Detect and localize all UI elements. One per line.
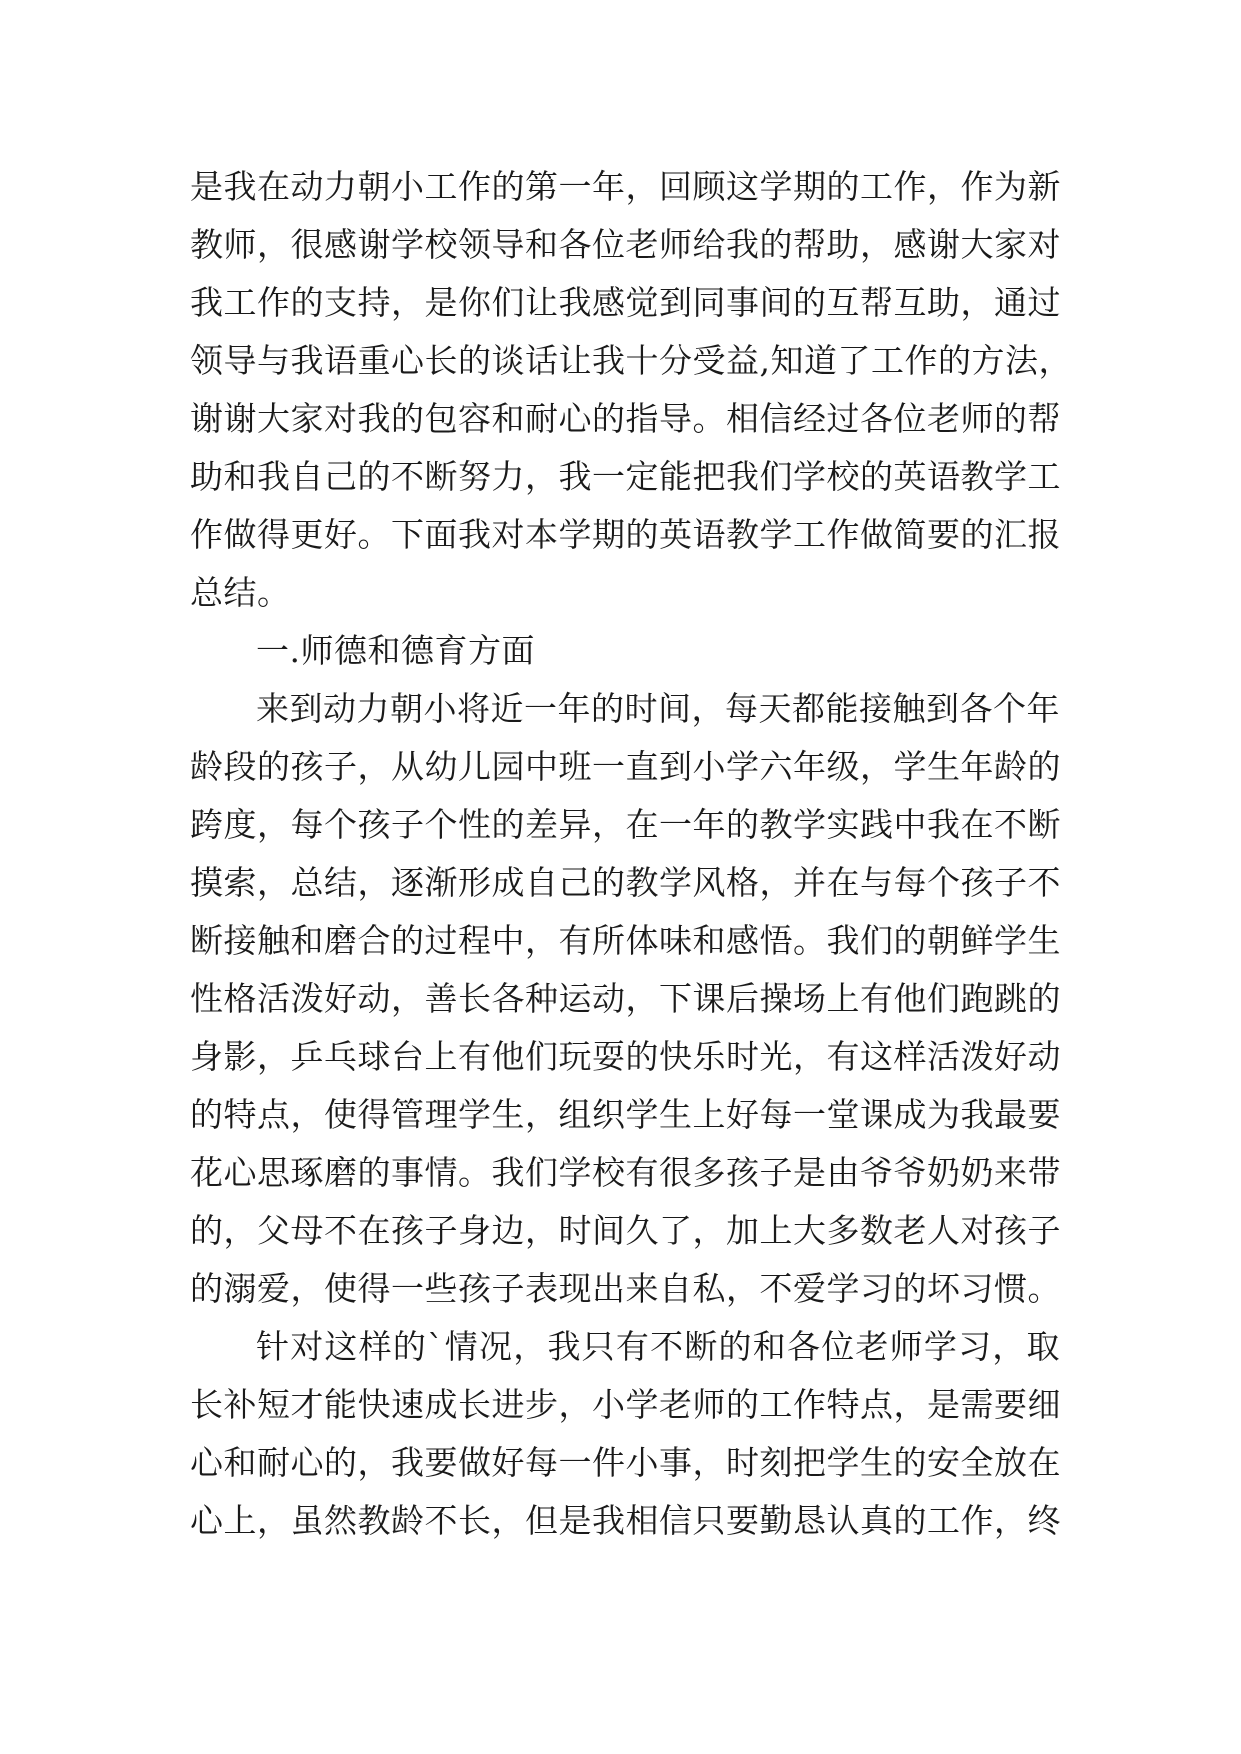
text-line: 摸索，总结，逐渐形成自己的教学风格，并在与每个孩子不 bbox=[190, 863, 1061, 902]
text-line: 总结。 bbox=[190, 573, 291, 612]
text-line: 的，父母不在孩子身边，时间久了，加上大多数老人对孩子 bbox=[190, 1211, 1061, 1250]
text-line: 谢谢大家对我的包容和耐心的指导。相信经过各位老师的帮 bbox=[190, 399, 1061, 438]
text-line: 龄段的孩子，从幼儿园中班一直到小学六年级，学生年龄的 bbox=[190, 747, 1061, 786]
text-line: 长补短才能快速成长进步，小学老师的工作特点，是需要细 bbox=[190, 1385, 1061, 1424]
text-line: 是我在动力朝小工作的第一年，回顾这学期的工作，作为新 bbox=[190, 167, 1061, 206]
paragraph-learning bbox=[190, 1318, 1060, 1550]
paragraph-intro bbox=[190, 158, 1072, 622]
paragraph-teacher-ethics bbox=[190, 680, 1060, 1318]
text-line: 身影，乒乓球台上有他们玩耍的快乐时光，有这样活泼好动 bbox=[190, 1037, 1061, 1076]
text-line: 助和我自己的不断努力，我一定能把我们学校的英语教学工 bbox=[190, 457, 1061, 496]
document-body bbox=[190, 158, 1072, 1550]
text-line: 心上，虽然教龄不长，但是我相信只要勤恳认真的工作，终 bbox=[190, 1501, 1061, 1540]
section-heading: 一.师德和德育方面 bbox=[256, 631, 535, 670]
text-line: 来到动力朝小将近一年的时间，每天都能接触到各个年 bbox=[256, 689, 1060, 728]
text-line: 跨度，每个孩子个性的差异，在一年的教学实践中我在不断 bbox=[190, 805, 1061, 844]
text-line: 断接触和磨合的过程中，有所体味和感悟。我们的朝鲜学生 bbox=[190, 921, 1061, 960]
text-line: 心和耐心的，我要做好每一件小事，时刻把学生的安全放在 bbox=[190, 1443, 1061, 1482]
text-line: 花心思琢磨的事情。我们学校有很多孩子是由爷爷奶奶来带 bbox=[190, 1153, 1061, 1192]
text-line: 的溺爱，使得一些孩子表现出来自私，不爱学习的坏习惯。 bbox=[190, 1269, 1061, 1308]
text-line: 作做得更好。下面我对本学期的英语教学工作做简要的汇报 bbox=[190, 515, 1061, 554]
text-line: 针对这样的`情况，我只有不断的和各位老师学习，取 bbox=[256, 1327, 1060, 1366]
text-line: 领导与我语重心长的谈话让我十分受益,知道了工作的方法， bbox=[190, 341, 1072, 380]
text-line: 性格活泼好动，善长各种运动，下课后操场上有他们跑跳的 bbox=[190, 979, 1061, 1018]
text-line: 的特点，使得管理学生，组织学生上好每一堂课成为我最要 bbox=[190, 1095, 1061, 1134]
text-line: 我工作的支持，是你们让我感觉到同事间的互帮互助，通过 bbox=[190, 283, 1061, 322]
text-line: 教师，很感谢学校领导和各位老师给我的帮助，感谢大家对 bbox=[190, 225, 1061, 264]
